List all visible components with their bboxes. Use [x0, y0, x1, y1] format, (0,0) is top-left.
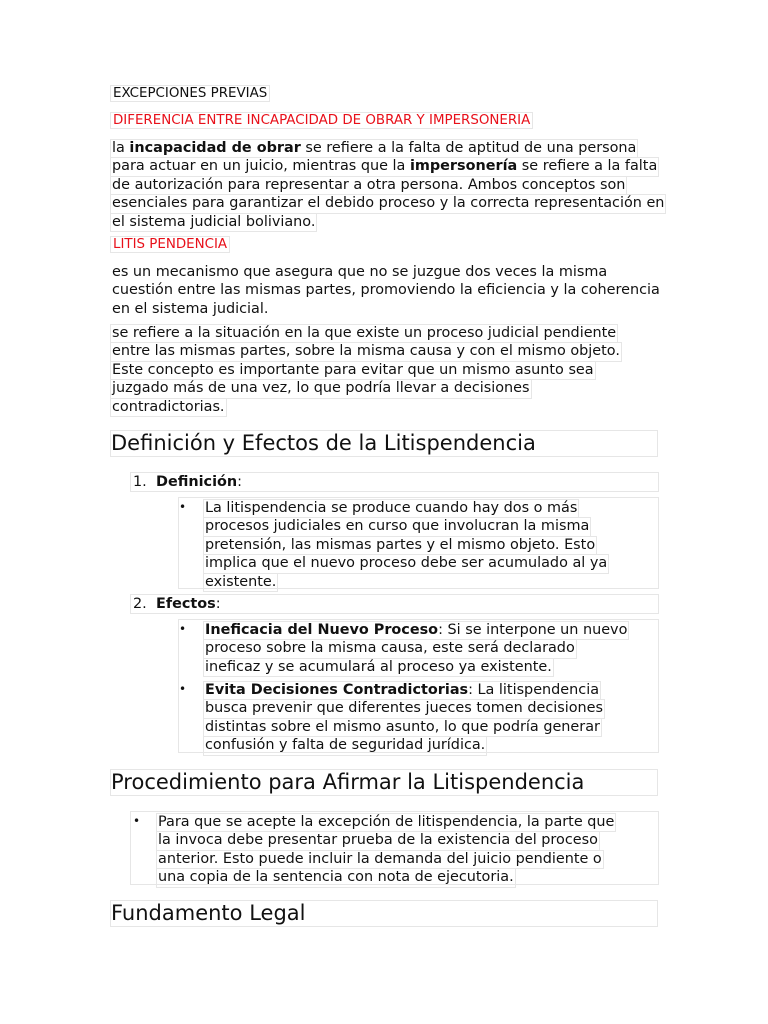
definicion-bullet-text [203, 499, 658, 591]
efectos-b1-line-1: Ineficacia del Nuevo Proceso: Si se interpone un nuevo [203, 621, 629, 640]
procedimiento-bullet-box [130, 811, 659, 885]
intro-paragraph [110, 139, 665, 231]
intro-line-4: esenciales para garantizar el debido proceso y la correcta representación en [110, 194, 666, 213]
bullet-icon: • [133, 814, 141, 828]
list-number: 1. [133, 474, 147, 490]
section-heading-definicion: Definición y Efectos de la Litispendencia [110, 430, 658, 457]
intro-line-2: para actuar en un juicio, mientras que la impersonería se refiere a la falta [110, 157, 659, 176]
efectos-b1-line-3: ineficaz y se acumulará al proceso ya existente. [203, 658, 554, 677]
litis-p2-line-5: contradictorias. [110, 398, 227, 417]
section-subtitle: DIFERENCIA ENTRE INCAPACIDAD DE OBRAR Y IMPERSONERIA [110, 112, 533, 130]
intro-line-5: el sistema judicial boliviano. [110, 213, 317, 232]
definicion-line-4: implica que el nuevo proceso debe ser acumulado al ya [203, 554, 609, 573]
list-item-definicion [130, 472, 659, 492]
efectos-b2-line-1: Evita Decisiones Contradictorias: La litispendencia [203, 681, 601, 700]
document-title: EXCEPCIONES PREVIAS [110, 85, 270, 103]
list-item-label: Definición: [156, 474, 243, 490]
intro-line-3: de autorización para representar a otra persona. Ambos conceptos son [110, 176, 627, 195]
litis-p1-line-3: en el sistema judicial. [112, 300, 269, 317]
bullet-icon: • [179, 622, 187, 636]
procedimiento-line-4: una copia de la sentencia con nota de ejecutoria. [156, 868, 516, 887]
efectos-bullet-box [178, 619, 659, 753]
procedimiento-line-1: Para que se acepte la excepción de litispendencia, la parte que [156, 813, 616, 832]
list-number: 2. [133, 596, 147, 612]
definicion-line-1: La litispendencia se produce cuando hay dos o más [203, 499, 579, 518]
efectos-b2-line-4: confusión y falta de seguridad jurídica. [203, 736, 487, 755]
litis-p1-line-1: es un mecanismo que asegura que no se juzgue dos veces la misma [112, 264, 608, 280]
definicion-line-3: pretensión, las mismas partes y el mismo objeto. Esto [203, 536, 597, 555]
procedimiento-line-3: anterior. Esto puede incluir la demanda del juicio pendiente o [156, 850, 604, 869]
definicion-line-5: existente. [203, 573, 278, 592]
efectos-b2-line-2: busca prevenir que diferentes jueces tomen decisiones [203, 699, 605, 718]
bullet-icon: • [179, 682, 187, 696]
efectos-bullet-2 [203, 681, 658, 755]
definicion-line-2: procesos judiciales en curso que involucran la misma [203, 517, 591, 536]
efectos-b2-line-3: distintas sobre el mismo asunto, lo que podría generar [203, 718, 602, 737]
litis-p2-line-3: Este concepto es importante para evitar que un mismo asunto sea [110, 361, 596, 380]
litis-p2-line-4: juzgado más de una vez, lo que podría llevar a decisiones [110, 379, 532, 398]
procedimiento-bullet-text [156, 813, 658, 887]
list-item-label: Efectos: [156, 596, 221, 612]
list-item-efectos [130, 594, 659, 614]
litis-paragraph-2 [110, 324, 662, 416]
litis-paragraph-1 [110, 263, 662, 318]
litis-heading: LITIS PENDENCIA [110, 236, 230, 254]
efectos-b1-line-2: proceso sobre la misma causa, este será declarado [203, 639, 577, 658]
litis-p2-line-2: entre las mismas partes, sobre la misma causa y con el mismo objeto. [110, 342, 622, 361]
procedimiento-line-2: la invoca debe presentar prueba de la existencia del proceso [156, 831, 600, 850]
efectos-bullet-1 [203, 621, 658, 676]
bullet-icon: • [179, 500, 187, 514]
litis-p1-line-2: cuestión entre las mismas partes, promoviendo la eficiencia y la coherencia [112, 282, 660, 299]
section-heading-procedimiento: Procedimiento para Afirmar la Litispendencia [110, 769, 658, 796]
litis-p2-line-1: se refiere a la situación en la que existe un proceso judicial pendiente [110, 324, 618, 343]
definicion-bullet-box [178, 497, 659, 589]
section-heading-fundamento: Fundamento Legal [110, 900, 658, 927]
intro-line-1: la incapacidad de obrar se refiere a la falta de aptitud de una persona [110, 139, 638, 158]
